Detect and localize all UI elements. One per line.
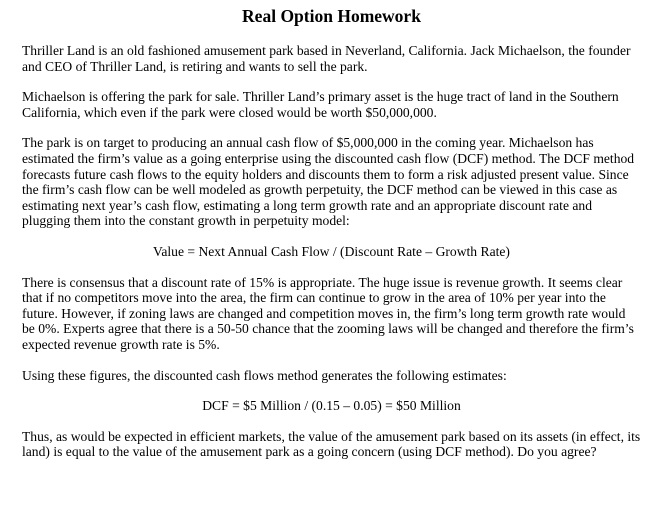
formula-value-model: Value = Next Annual Cash Flow / (Discount Rate – Growth Rate) bbox=[153, 243, 510, 259]
paragraph-growth-scenarios: There is consensus that a discount rate of 15% is appropriate. The huge issue is revenue growth. It seems clear that if no competitors move into the area, the firm can continue to grow in the area of 10% per year into the future. However, if zoning laws are changed and competition moves in, the firm’s long term growth rate would be 0%. Experts agree that there is a 50-50 chance that the zooming laws will be changed and therefore the firm’s expected revenue growth rate is 5%. bbox=[22, 274, 634, 352]
paragraph-estimates-intro: Using these figures, the discounted cash flows method generates the following estimates: bbox=[22, 367, 507, 383]
paragraph-land-value: Michaelson is offering the park for sale. Thriller Land’s primary asset is the huge tract of land in the Southern California, which even if the park were closed would be worth $50,000,000. bbox=[22, 89, 619, 120]
paragraph-dcf-method: The park is on target to producing an annual cash flow of $5,000,000 in the coming year. Michaelson has estimated the firm’s value as a going enterprise using the discounted cash flow (DCF) method. The DCF method forecasts future cash flows to the equity holders and discounts them to form a risk adjusted present value. Since the firm’s cash flow can be well modeled as growth perpetuity, the DCF method can be viewed in this case as estimating next year’s cash flow, estimating a long term growth rate and an appropriate discount rate and plugging them into the constant growth in perpetuity model: bbox=[22, 135, 635, 229]
paragraph-question: Thus, as would be expected in efficient markets, the value of the amusement park based on its assets (in effect, its land) is equal to the value of the amusement park as a going concern (using DCF method). Do you agree? bbox=[22, 428, 641, 460]
formula-dcf-estimate: DCF = $5 Million / (0.15 – 0.05) = $50 Million bbox=[202, 398, 461, 414]
paragraph-intro: Thriller Land is an old fashioned amusement park based in Neverland, California. Jack Michaelson, the founder and CEO of Thriller Land, is retiring and wants to sell the park. bbox=[22, 43, 631, 74]
document-title: Real Option Homework bbox=[242, 6, 421, 26]
